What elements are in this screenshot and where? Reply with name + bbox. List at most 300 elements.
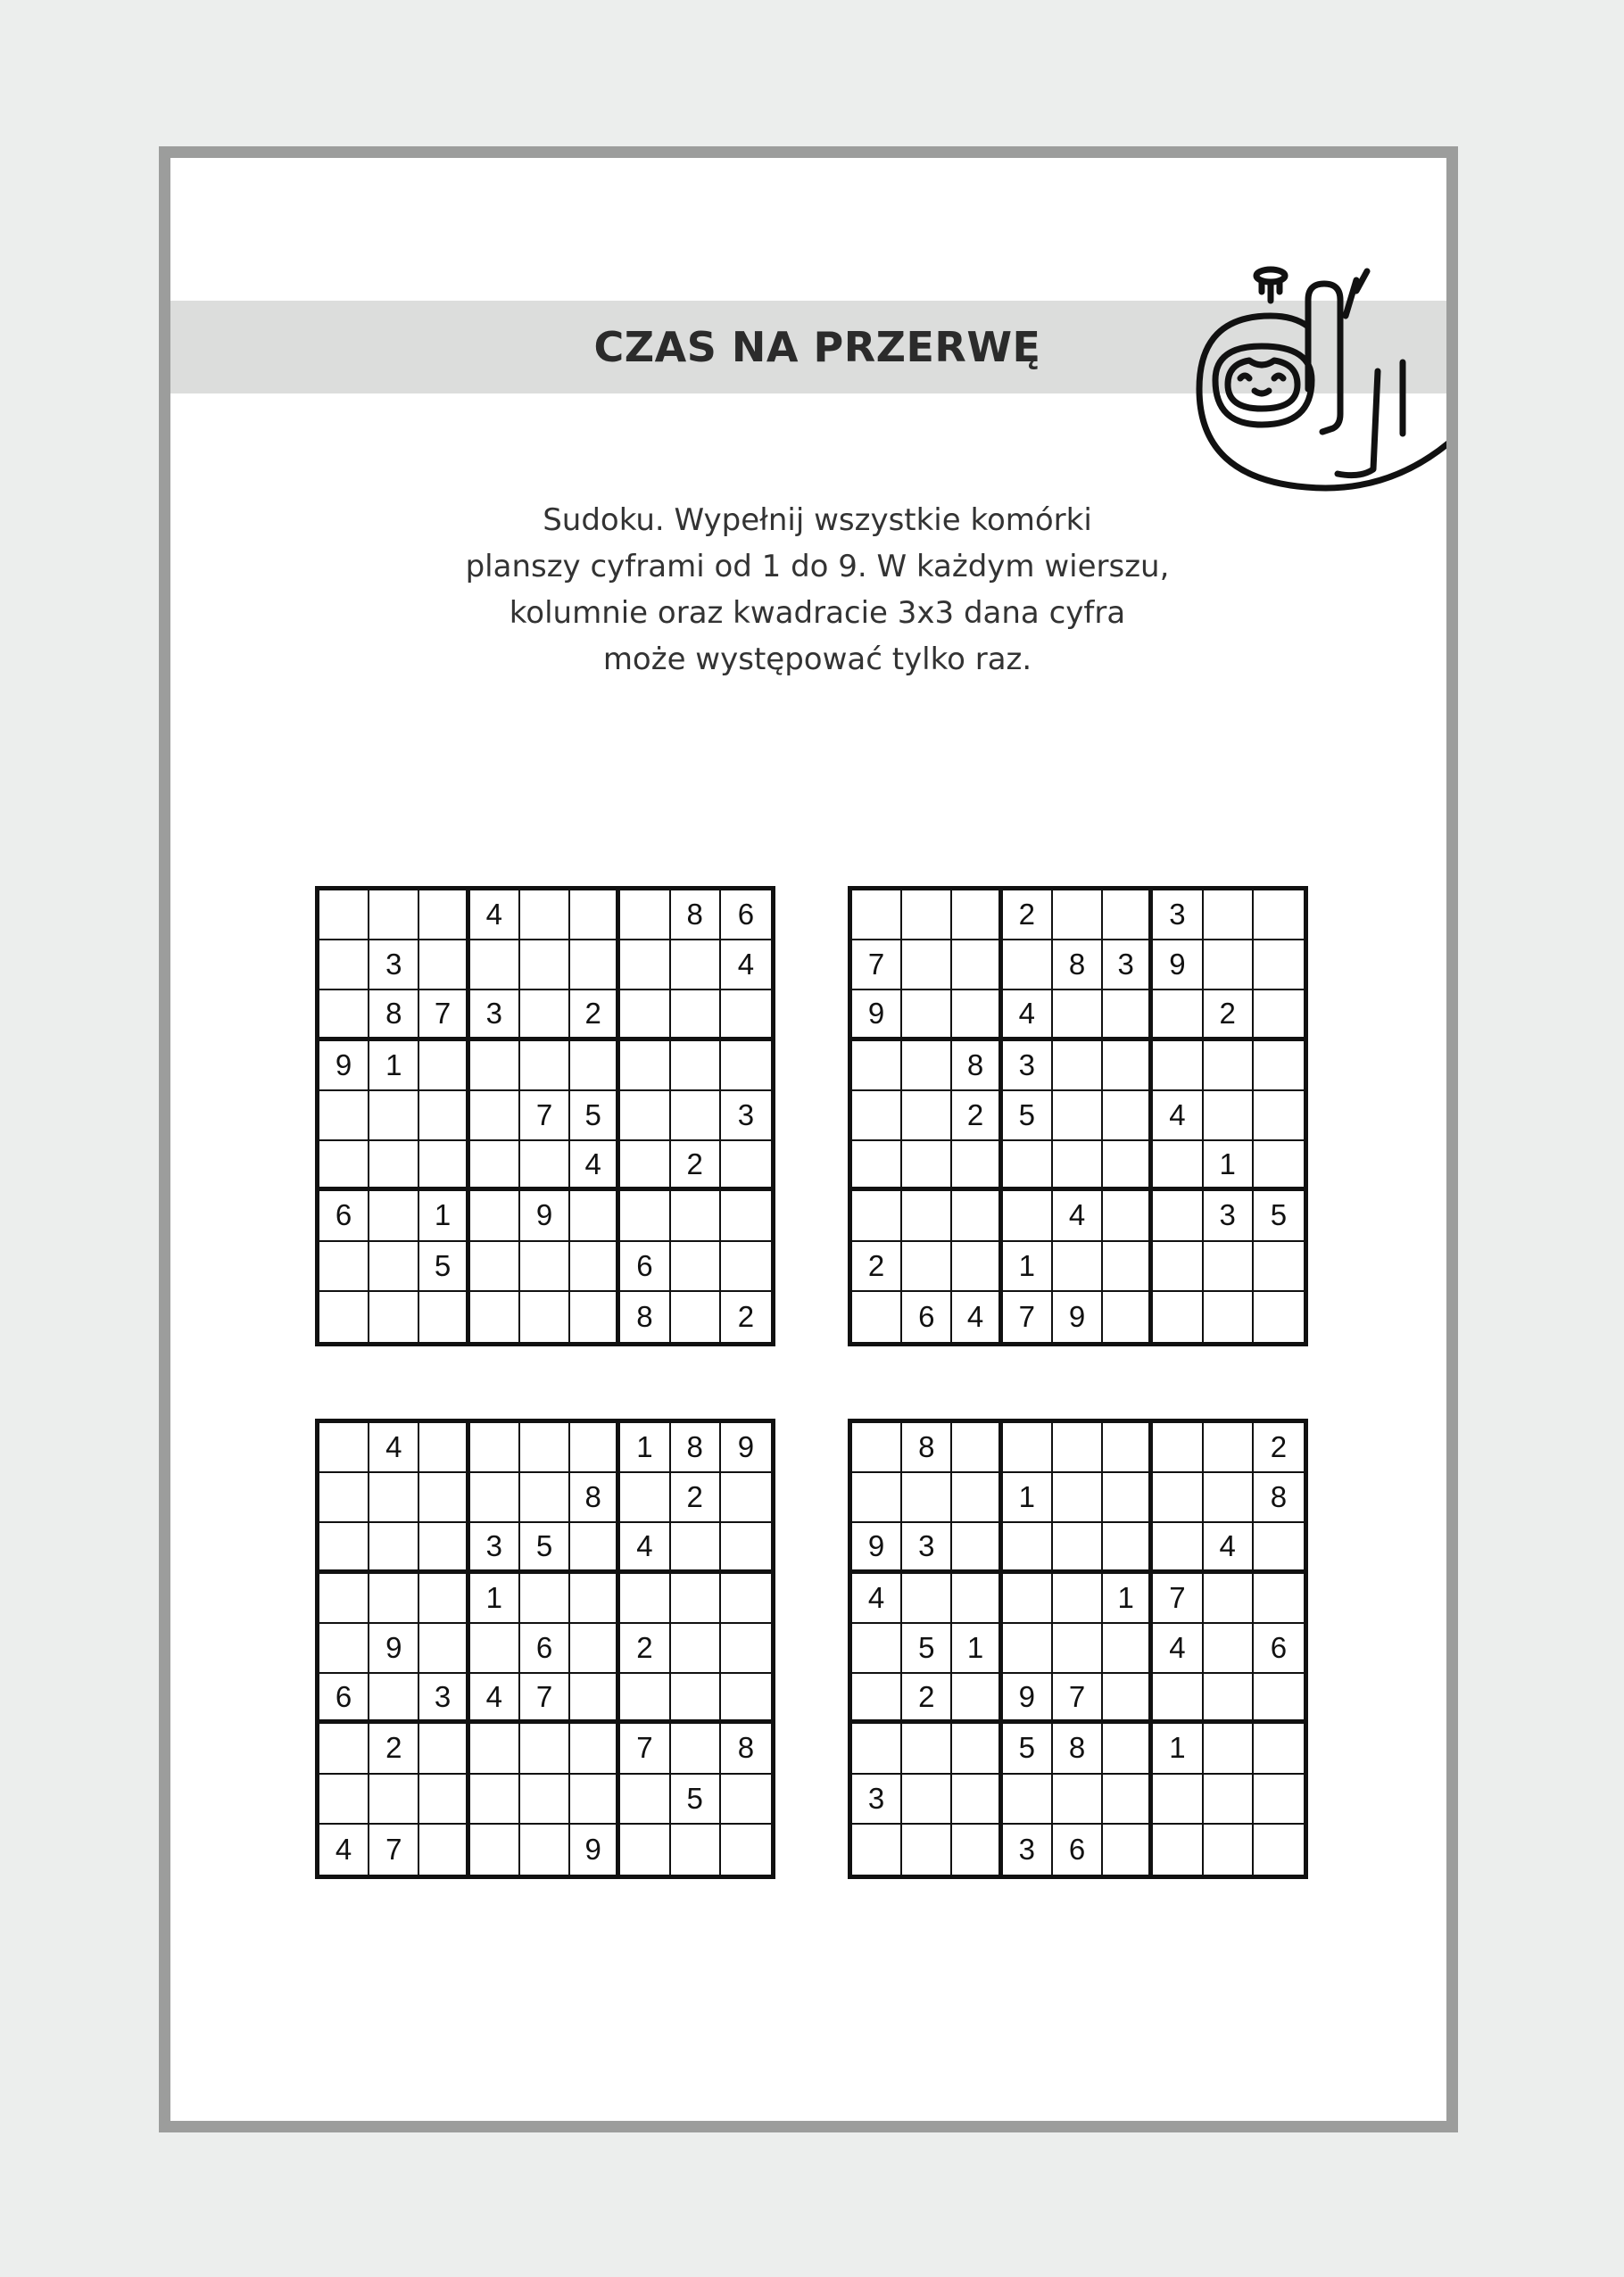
sudoku-cell	[671, 1724, 721, 1774]
sudoku-cell	[1204, 1574, 1254, 1624]
sudoku-cell	[671, 1041, 721, 1091]
sudoku-cell	[369, 1091, 419, 1141]
sudoku-cell	[1103, 1242, 1153, 1292]
sudoku-cell	[1204, 940, 1254, 990]
sudoku-cell	[1103, 1674, 1153, 1724]
sudoku-cell	[721, 1574, 771, 1624]
sudoku-cell	[570, 1674, 620, 1724]
sudoku-cell: 1	[620, 1423, 670, 1473]
sudoku-cell	[470, 1724, 520, 1774]
sudoku-cell	[369, 1574, 419, 1624]
sudoku-cell	[1254, 1091, 1304, 1141]
sudoku-cell	[570, 1191, 620, 1241]
sudoku-cell	[319, 940, 369, 990]
sudoku-cell	[470, 1473, 520, 1523]
sudoku-cell	[369, 1242, 419, 1292]
sudoku-cell	[570, 1775, 620, 1825]
sudoku-cell	[620, 1191, 670, 1241]
sudoku-cell	[369, 1141, 419, 1191]
sudoku-cell	[520, 1292, 570, 1342]
sudoku-cell	[419, 1523, 469, 1573]
sudoku-cell	[419, 1041, 469, 1091]
sudoku-cell	[902, 1775, 952, 1825]
sudoku-cell: 2	[737, 1299, 755, 1333]
sudoku-cell	[1053, 1574, 1103, 1624]
sudoku-cell: 2	[902, 1674, 952, 1724]
sudoku-cell: 3	[470, 1523, 520, 1573]
sudoku-cell	[671, 1674, 721, 1724]
sudoku-cell: 3	[902, 1523, 952, 1573]
sudoku-cell	[319, 1624, 369, 1674]
sudoku-cell	[620, 1091, 670, 1141]
sudoku-cell	[319, 1242, 369, 1292]
sudoku-cell: 6	[319, 1191, 369, 1241]
sudoku-cell	[419, 1574, 469, 1624]
sudoku-cell	[1053, 990, 1103, 1040]
sudoku-cell	[671, 940, 721, 990]
sudoku-cell: 3	[1153, 890, 1203, 940]
sudoku-cell	[671, 1292, 721, 1342]
sudoku-cell	[671, 1091, 721, 1141]
sudoku-cell	[1254, 1775, 1304, 1825]
sudoku-cell	[470, 1775, 520, 1825]
sudoku-cell: 5	[570, 1091, 620, 1141]
sudoku-cell	[1153, 1473, 1203, 1523]
sudoku-cell: 2	[620, 1624, 670, 1674]
sudoku-cell	[520, 1724, 570, 1774]
sudoku-cell: 5	[1003, 1091, 1053, 1141]
sudoku-cell	[1103, 1292, 1153, 1342]
sudoku-cell	[319, 1473, 369, 1523]
sudoku-cell	[1204, 1473, 1254, 1523]
sudoku-cell: 7	[1153, 1574, 1203, 1624]
sudoku-cell	[1103, 1423, 1153, 1473]
sudoku-cell	[520, 940, 570, 990]
sudoku-cell	[570, 1724, 620, 1774]
sudoku-cell	[902, 890, 952, 940]
sudoku-cell	[852, 1141, 902, 1191]
sudoku-cell: 7	[520, 1674, 570, 1724]
sudoku-cell	[570, 1423, 620, 1473]
sudoku-cell	[721, 1825, 771, 1875]
sudoku-cell: 1	[1003, 1473, 1053, 1523]
sudoku-cell	[721, 1141, 771, 1191]
sudoku-cell	[620, 1775, 670, 1825]
sudoku-cell	[369, 890, 419, 940]
sudoku-cell	[852, 1091, 902, 1141]
sudoku-cell	[952, 1724, 1002, 1774]
sudoku-cell	[419, 1724, 469, 1774]
sudoku-cell: 8	[952, 1041, 1002, 1091]
sudoku-cell	[470, 1825, 520, 1875]
sudoku-cell	[1003, 1574, 1053, 1624]
sudoku-cell	[620, 1473, 670, 1523]
sudoku-cell	[1204, 1775, 1254, 1825]
sudoku-cell	[1153, 1775, 1203, 1825]
sudoku-cell	[852, 1473, 902, 1523]
sudoku-cell	[671, 1191, 721, 1241]
sudoku-cell	[1254, 890, 1304, 940]
sudoku-cell	[319, 990, 369, 1040]
sudoku-cell: 9	[1053, 1292, 1103, 1342]
sudoku-cell	[952, 1775, 1002, 1825]
sudoku-cell	[852, 1624, 902, 1674]
sudoku-cell	[1254, 1292, 1304, 1342]
sudoku-cell	[952, 940, 1002, 990]
sudoku-cell: 4	[369, 1423, 419, 1473]
sudoku-cell	[721, 1041, 771, 1091]
sudoku-cell: 8	[671, 890, 721, 940]
sudoku-cell	[1053, 1624, 1103, 1674]
sudoku-cell: 5	[1003, 1724, 1053, 1774]
sudoku-cell	[620, 940, 670, 990]
sudoku-cell: 2	[570, 990, 620, 1040]
sudoku-cell: 6	[721, 890, 771, 940]
sudoku-cell	[1103, 1473, 1153, 1523]
sudoku-cell	[1153, 990, 1203, 1040]
sudoku-cell: 4	[952, 1292, 1002, 1342]
sudoku-cell	[319, 1775, 369, 1825]
sudoku-cell: 2	[852, 1242, 902, 1292]
sudoku-cell	[952, 1674, 1002, 1724]
sudoku-cell: 9	[721, 1423, 771, 1473]
sudoku-cell: 6	[319, 1674, 369, 1724]
instructions-text: Sudoku. Wypełnij wszystkie komórki planszy cyframi od 1 do 9. W każdym wierszu, kolumnie oraz kwadracie 3x3 dana cyfra może występować tylko raz.	[465, 502, 1170, 677]
sudoku-cell	[419, 1624, 469, 1674]
sudoku-cell: 7	[520, 1091, 570, 1141]
sudoku-cell: 3	[1003, 1825, 1053, 1875]
sudoku-cell	[1254, 990, 1304, 1040]
sudoku-cell	[952, 1423, 1002, 1473]
sudoku-cell: 1	[1204, 1141, 1254, 1191]
sudoku-cell	[1254, 1523, 1304, 1573]
sudoku-cell: 4	[570, 1141, 620, 1191]
sudoku-cell	[952, 1242, 1002, 1292]
sudoku-cell	[570, 1292, 620, 1342]
sudoku-cell	[520, 1423, 570, 1473]
sudoku-cell: 2	[369, 1724, 419, 1774]
sudoku-cell: 5	[671, 1775, 721, 1825]
sudoku-cell	[1153, 1242, 1203, 1292]
sudoku-cell	[319, 1574, 369, 1624]
sudoku-cell	[1153, 1674, 1203, 1724]
sudoku-cell	[570, 890, 620, 940]
sudoku-cell: 9	[1003, 1674, 1053, 1724]
sudoku-cell	[902, 1825, 952, 1875]
sudoku-cell	[902, 1041, 952, 1091]
sudoku-cell	[1003, 1775, 1053, 1825]
sudoku-cell	[1003, 1624, 1053, 1674]
sudoku-cell: 5	[1254, 1191, 1304, 1241]
sudoku-cell	[570, 940, 620, 990]
sudoku-cell: 3	[721, 1091, 771, 1141]
sudoku-cell	[419, 1423, 469, 1473]
sudoku-cell	[671, 1242, 721, 1292]
sudoku-cell: 6	[1254, 1624, 1304, 1674]
sudoku-cell	[1153, 1423, 1203, 1473]
sudoku-cell: 8	[671, 1423, 721, 1473]
sudoku-cell: 2	[1204, 990, 1254, 1040]
sudoku-cell: 1	[369, 1041, 419, 1091]
sudoku-cell: 6	[902, 1292, 952, 1342]
page-title: CZAS NA PRZERWĘ	[593, 323, 1041, 371]
sudoku-cell	[1053, 1242, 1103, 1292]
sudoku-cell	[369, 1674, 419, 1724]
sudoku-cell: 6	[620, 1242, 670, 1292]
sudoku-cell: 8	[570, 1473, 620, 1523]
sudoku-cell	[470, 1624, 520, 1674]
sudoku-cell	[1204, 890, 1254, 940]
sudoku-cell	[620, 1574, 670, 1624]
sudoku-cell	[419, 1091, 469, 1141]
sudoku-cell	[1204, 1724, 1254, 1774]
sudoku-cell	[319, 1724, 369, 1774]
sudoku-cell	[470, 940, 520, 990]
sudoku-cell: 3	[852, 1775, 902, 1825]
sudoku-cell: 1	[1153, 1724, 1203, 1774]
sudoku-cell	[620, 890, 670, 940]
sudoku-cell	[419, 1825, 469, 1875]
sudoku-cell	[1103, 1825, 1153, 1875]
sudoku-cell	[570, 1624, 620, 1674]
sudoku-cell	[721, 1473, 771, 1523]
sudoku-grid-bottom-left	[315, 1419, 775, 1879]
sudoku-cell	[1053, 1473, 1103, 1523]
sudoku-cell	[1254, 1141, 1304, 1191]
sudoku-cell	[952, 890, 1002, 940]
sudoku-cell: 4	[1153, 1091, 1203, 1141]
sudoku-cell: 9	[852, 1523, 902, 1573]
sudoku-cell: 7	[1053, 1674, 1103, 1724]
sudoku-cell	[721, 1191, 771, 1241]
sudoku-cell	[419, 940, 469, 990]
sudoku-cell	[1153, 1141, 1203, 1191]
sudoku-cell	[1204, 1423, 1254, 1473]
sudoku-cell: 2	[1003, 890, 1053, 940]
sudoku-cell	[902, 1473, 952, 1523]
sudoku-cell	[1103, 1141, 1153, 1191]
sudoku-cell: 9	[852, 990, 902, 1040]
sudoku-cell	[852, 1041, 902, 1091]
sudoku-cell	[1153, 1825, 1203, 1875]
sudoku-cell: 4	[1003, 990, 1053, 1040]
sudoku-cell	[902, 1191, 952, 1241]
sudoku-cell	[1153, 1191, 1203, 1241]
sudoku-cell	[952, 1825, 1002, 1875]
sudoku-grid-bottom-right	[848, 1419, 1308, 1879]
sudoku-cell	[620, 990, 670, 1040]
sudoku-cell	[419, 1775, 469, 1825]
sudoku-cell: 4	[470, 1674, 520, 1724]
sudoku-cell: 1	[1103, 1574, 1153, 1624]
sudoku-cell	[671, 1624, 721, 1674]
sudoku-cell: 9	[1153, 940, 1203, 990]
sudoku-cell: 9	[369, 1624, 419, 1674]
sudoku-cell	[369, 1523, 419, 1573]
sudoku-cell	[369, 1292, 419, 1342]
sudoku-cell: 4	[1153, 1624, 1203, 1674]
sudoku-cell	[1103, 1624, 1153, 1674]
sudoku-cell	[952, 1574, 1002, 1624]
sudoku-cell	[852, 890, 902, 940]
sudoku-cell	[620, 1041, 670, 1091]
sudoku-cell	[852, 1292, 902, 1342]
sudoku-cell	[369, 1191, 419, 1241]
sudoku-cell	[1204, 1292, 1254, 1342]
sudoku-cell	[419, 1141, 469, 1191]
sudoku-cell	[319, 1292, 369, 1342]
sudoku-cell: 7	[369, 1825, 419, 1875]
sudoku-cell: 8	[1053, 940, 1103, 990]
sudoku-cell	[319, 1423, 369, 1473]
sudoku-cell: 2	[671, 1141, 721, 1191]
sudoku-cell	[902, 1091, 952, 1141]
sudoku-cell: 9	[319, 1041, 369, 1091]
sudoku-cell: 4	[319, 1825, 369, 1875]
sudoku-cell: 1	[470, 1574, 520, 1624]
sudoku-cell	[520, 1041, 570, 1091]
sudoku-cell	[671, 990, 721, 1040]
sudoku-cell: 8	[1053, 1724, 1103, 1774]
sudoku-cell	[852, 1674, 902, 1724]
sudoku-cell	[520, 890, 570, 940]
sudoku-cell	[671, 1523, 721, 1573]
sudoku-cell	[319, 890, 369, 940]
sudoku-cell	[1254, 1041, 1304, 1091]
sudoku-cell	[721, 990, 771, 1040]
sudoku-cell: 7	[419, 990, 469, 1040]
sudoku-cell	[520, 1141, 570, 1191]
sudoku-cell	[1153, 1041, 1203, 1091]
sudoku-cell: 1	[419, 1191, 469, 1241]
sudoku-cell	[1003, 940, 1053, 990]
sudoku-cell: 8	[902, 1423, 952, 1473]
sudoku-cell	[520, 990, 570, 1040]
sudoku-cell: 2	[1254, 1423, 1304, 1473]
sudoku-cell: 1	[1003, 1242, 1053, 1292]
sudoku-cell: 7	[1003, 1292, 1053, 1342]
sudoku-cell	[1254, 940, 1304, 990]
sudoku-cell	[1053, 1041, 1103, 1091]
sudoku-cell: 3	[419, 1674, 469, 1724]
sudoku-cell	[1053, 1423, 1103, 1473]
sudoku-cell	[952, 1473, 1002, 1523]
sudoku-cell	[1254, 1242, 1304, 1292]
sudoku-cell	[419, 1473, 469, 1523]
sudoku-cell	[1003, 1423, 1053, 1473]
sudoku-cell	[1204, 1091, 1254, 1141]
sudoku-cell	[1153, 1523, 1203, 1573]
sudoku-cell	[620, 1674, 670, 1724]
sudoku-cell	[470, 1041, 520, 1091]
sudoku-cell	[470, 1242, 520, 1292]
sudoku-cell	[1254, 1825, 1304, 1875]
sudoku-cell: 1	[952, 1624, 1002, 1674]
sudoku-cell: 9	[570, 1825, 620, 1875]
sudoku-cell: 3	[1103, 940, 1153, 990]
sudoku-cell	[369, 1775, 419, 1825]
sudoku-cell	[1003, 1523, 1053, 1573]
sudoku-cell	[671, 1825, 721, 1875]
sudoku-cell: 2	[952, 1091, 1002, 1141]
sudoku-cell	[902, 940, 952, 990]
sudoku-cell	[952, 990, 1002, 1040]
sudoku-cell	[952, 1523, 1002, 1573]
sudoku-cell	[721, 1523, 771, 1573]
sudoku-cell	[721, 1242, 771, 1292]
sudoku-cell	[1103, 1041, 1153, 1091]
sudoku-cell	[419, 890, 469, 940]
sudoku-cell	[1103, 1775, 1153, 1825]
sudoku-cell: 3	[369, 940, 419, 990]
sudoku-cell	[570, 1041, 620, 1091]
sudoku-cell	[1103, 1091, 1153, 1141]
sudoku-cell: 8	[620, 1292, 670, 1342]
sudoku-cell: 3	[470, 990, 520, 1040]
sudoku-cell: 4	[721, 940, 771, 990]
sudoku-cell: 6	[520, 1624, 570, 1674]
sudoku-cell	[470, 1141, 520, 1191]
sudoku-cell	[520, 1825, 570, 1875]
sudoku-cell	[952, 1191, 1002, 1241]
sudoku-cell	[520, 1473, 570, 1523]
sudoku-cell	[470, 1091, 520, 1141]
sudoku-cell	[1204, 1674, 1254, 1724]
sudoku-cell	[1254, 1574, 1304, 1624]
sudoku-cell	[902, 1574, 952, 1624]
sudoku-cell	[369, 1473, 419, 1523]
sudoku-cell	[1204, 1825, 1254, 1875]
sudoku-cell: 4	[852, 1574, 902, 1624]
sudoku-cell	[852, 1724, 902, 1774]
sudoku-cell	[1204, 1624, 1254, 1674]
sudoku-cell	[852, 1423, 902, 1473]
sudoku-cell	[1103, 1191, 1153, 1241]
sudoku-cell: 5	[419, 1242, 469, 1292]
sudoku-cell	[1053, 890, 1103, 940]
sudoku-cell	[1053, 1523, 1103, 1573]
sudoku-cell	[1254, 1724, 1304, 1774]
sudoku-cell: 4	[620, 1523, 670, 1573]
sudoku-cell	[520, 1775, 570, 1825]
sudoku-cell	[1103, 990, 1153, 1040]
sudoku-cell: 7	[852, 940, 902, 990]
sudoku-cell	[721, 1624, 771, 1674]
sudoku-cell: 4	[1053, 1191, 1103, 1241]
sudoku-cell	[952, 1141, 1002, 1191]
sudoku-cell	[1003, 1191, 1053, 1241]
sudoku-cell: 3	[1003, 1041, 1053, 1091]
sudoku-cell: 8	[721, 1724, 771, 1774]
sudoku-cell	[319, 1523, 369, 1573]
sudoku-cell	[620, 1141, 670, 1191]
sudoku-cell	[1053, 1141, 1103, 1191]
sudoku-cell	[419, 1292, 469, 1342]
sudoku-grid-top-right	[848, 886, 1308, 1346]
sudoku-cell	[470, 1191, 520, 1241]
sudoku-cell	[902, 1141, 952, 1191]
sudoku-cell	[1103, 1523, 1153, 1573]
sudoku-cell: 7	[620, 1724, 670, 1774]
sudoku-cell	[1003, 1141, 1053, 1191]
sudoku-cell	[1103, 890, 1153, 940]
sudoku-cell: 8	[1254, 1473, 1304, 1523]
sudoku-cell: 2	[671, 1473, 721, 1523]
sudoku-cell	[520, 1242, 570, 1292]
sudoku-cell	[319, 1141, 369, 1191]
sudoku-cell: 3	[1204, 1191, 1254, 1241]
sudoku-cell	[1153, 1292, 1203, 1342]
